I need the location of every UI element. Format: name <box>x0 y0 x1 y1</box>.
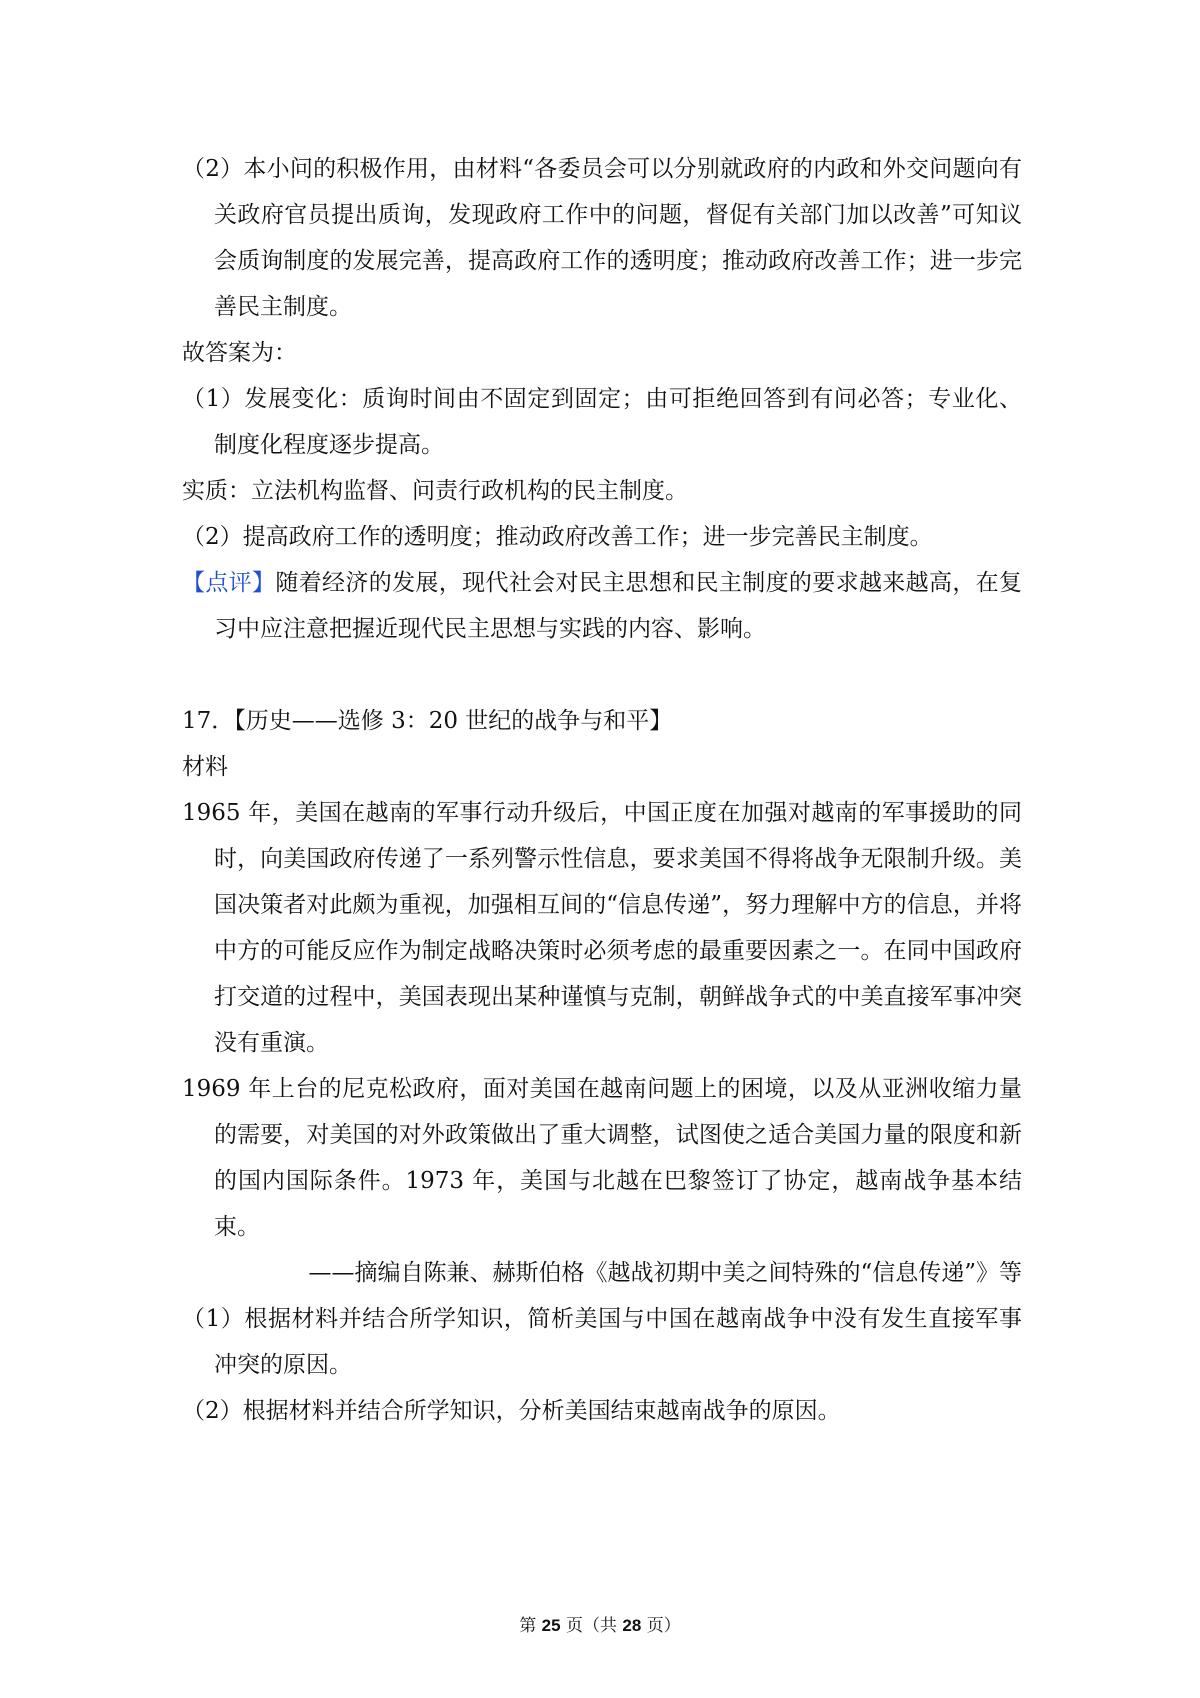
answer-part-2: （2）本小问的积极作用，由材料“各委员会可以分别就政府的内政和外交问题向有关政府官员提出质询，发现政府工作中的问题，督促有关部门加以改善”可知议会质询制度的发展完善，提高政府工作的透明度；推动政府改善工作；进一步完善民主制度。 <box>182 156 1022 320</box>
footer-total-pages: 28 <box>622 1616 642 1635</box>
section-gap <box>182 652 1022 698</box>
page-content <box>182 146 1022 1434</box>
comment-tag: 【点评】 <box>182 570 276 596</box>
question-17-part-1: （1）根据材料并结合所学知识，简析美国与中国在越南战争中没有发生直接军事冲突的原因。 <box>182 1306 1022 1378</box>
question-17-title: 17．【历史——选修 3：20 世纪的战争与和平】 <box>182 708 673 734</box>
answer-summary-label: 故答案为： <box>182 340 297 366</box>
page-footer <box>0 1614 1200 1638</box>
footer-suffix: 页） <box>641 1616 681 1636</box>
material-label: 材料 <box>182 754 228 780</box>
footer-prefix: 第 <box>519 1616 542 1636</box>
comment-text: 随着经济的发展，现代社会对民主思想和民主制度的要求越来越高，在复习中应注意把握近现代民主思想与实践的内容、影响。 <box>214 570 1023 642</box>
answer-summary-2: （2）提高政府工作的透明度；推动政府改善工作；进一步完善民主制度。 <box>182 524 933 550</box>
question-17-part-2: （2）根据材料并结合所学知识，分析美国结束越南战争的原因。 <box>182 1398 841 1424</box>
footer-current-page: 25 <box>541 1616 561 1635</box>
material-paragraph-2: 1969 年上台的尼克松政府，面对美国在越南问题上的困境，以及从亚洲收缩力量的需要，对美国的对外政策做出了重大调整，试图使之适合美国力量的限度和新的国内国际条件。1973 年，美国与北越在巴黎签订了协定，越南战争基本结束。 <box>182 1076 1022 1240</box>
material-paragraph-1: 1965 年，美国在越南的军事行动升级后，中国正度在加强对越南的军事援助的同时，向美国政府传递了一系列警示性信息，要求美国不得将战争无限制升级。美国决策者对此颇为重视，加强相互间的“信息传递”，努力理解中方的信息，并将中方的可能反应作为制定战略决策时必须考虑的最重要因素之一。在同中国政府打交道的过程中，美国表现出某种谨慎与克制，朝鲜战争式的中美直接军事冲突没有重演。 <box>182 800 1022 1056</box>
answer-summary-1: （1）发展变化：质询时间由不固定到固定；由可拒绝回答到有问必答；专业化、制度化程度逐步提高。 <box>182 386 1022 458</box>
answer-essence: 实质：立法机构监督、问责行政机构的民主制度。 <box>182 478 688 504</box>
footer-middle: 页（共 <box>560 1616 623 1636</box>
answer-comment <box>182 560 1022 652</box>
material-source: ——摘编自陈兼、赫斯伯格《越战初期中美之间特殊的“信息传递”》等 <box>308 1260 1022 1286</box>
